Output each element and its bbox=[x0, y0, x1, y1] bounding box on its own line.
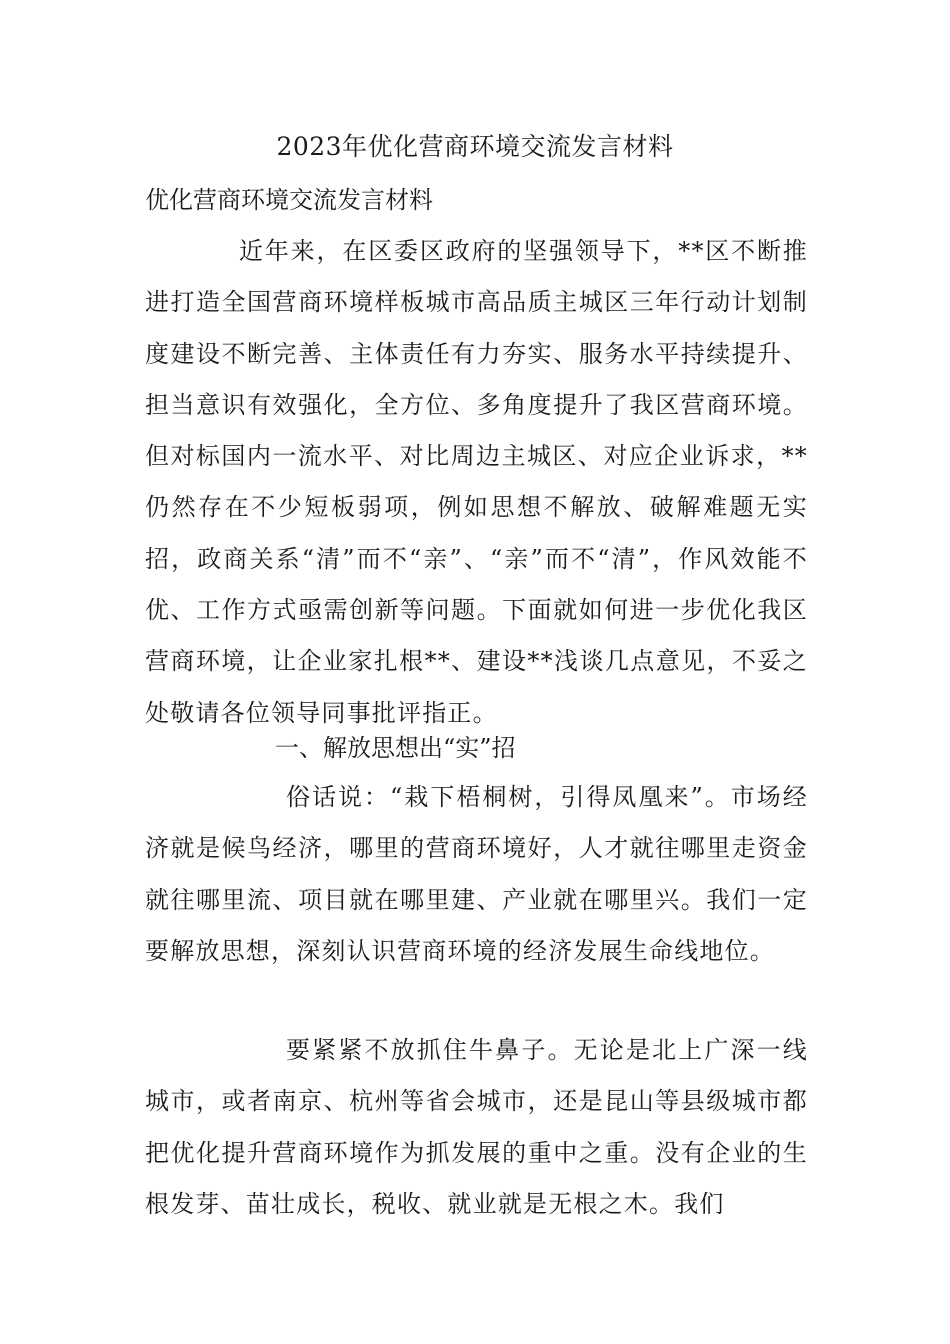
document-title: 2023年优化营商环境交流发言材料 bbox=[276, 132, 674, 161]
paragraph-intro: 近年来，在区委区政府的坚强领导下，**区不断推进打造全国营商环境样板城市高品质主城区三年行动计划制度建设不断完善、主体责任有力夯实、服务水平持续提升、担当意识有效强化，全方位、多角度提升了我区营商环境。但对标国内一流水平、对比周边主城区、对应企业诉求，**仍然存在不少短板弱项，例如思想不解放、破解难题无实招，政商关系“清”而不“亲”、“亲”而不“清”，作风效能不优、工作方式亟需创新等问题。下面就如何进一步优化我区营商环境，让企业家扎根**、建设**浅谈几点意见，不妥之处敬请各位领导同事批评指正。 bbox=[145, 237, 808, 727]
section-heading-1: 一、解放思想出“实”招 bbox=[275, 734, 516, 762]
document-subtitle: 优化营商环境交流发言材料 bbox=[145, 186, 433, 214]
paragraph-proverb: 俗话说：“栽下梧桐树，引得凤凰来”。市场经济就是候鸟经济，哪里的营商环境好，人才就往哪里走资金就往哪里流、项目就在哪里建、产业就在哪里兴。我们一定要解放思想，深刻认识营商环境的经济发展生命线地位。 bbox=[145, 783, 808, 965]
paragraph-key-point: 要紧紧不放抓住牛鼻子。无论是北上广深一线城市，或者南京、杭州等省会城市，还是昆山等县级城市都把优化提升营商环境作为抓发展的重中之重。没有企业的生根发芽、苗壮成长，税收、就业就是无根之木。我们 bbox=[145, 1036, 808, 1218]
